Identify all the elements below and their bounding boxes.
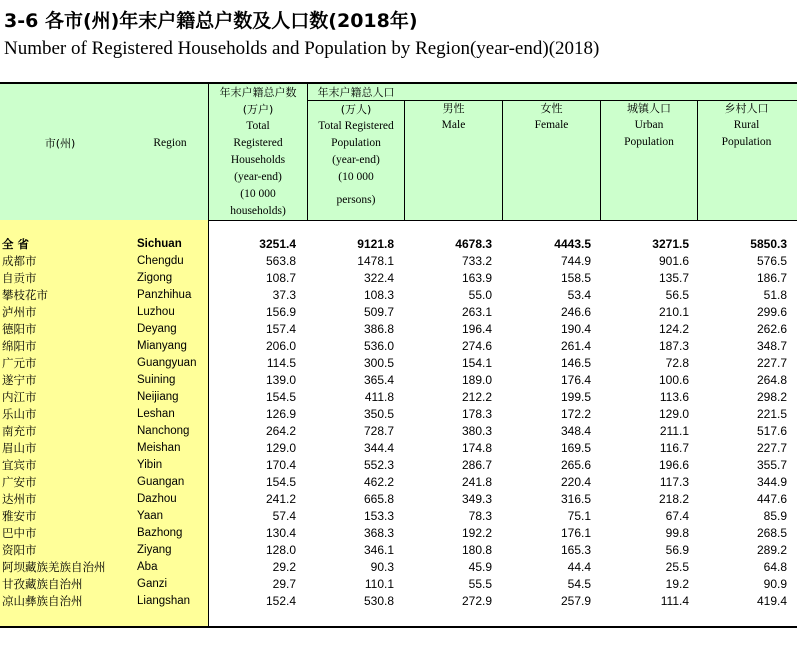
households-cell: 129.0 bbox=[265, 441, 296, 455]
region-name-cn: 泸州市 bbox=[2, 305, 37, 319]
rural-cell: 186.7 bbox=[756, 271, 787, 285]
households-cell: 156.9 bbox=[265, 305, 296, 319]
households-cell: 241.2 bbox=[265, 492, 296, 506]
region-name-en: Yibin bbox=[137, 459, 163, 471]
urban-cell: 100.6 bbox=[658, 373, 689, 387]
region-name-cn: 凉山彝族自治州 bbox=[2, 594, 83, 608]
population-cell: 368.3 bbox=[363, 526, 394, 540]
urban-cell: 901.6 bbox=[658, 254, 689, 268]
region-name-cn: 攀枝花市 bbox=[2, 288, 48, 302]
male-cell: 241.8 bbox=[461, 475, 492, 489]
urban-cell: 196.6 bbox=[658, 458, 689, 472]
header-households-line: (10 000 bbox=[240, 188, 276, 200]
table-row bbox=[0, 440, 797, 457]
households-cell: 264.2 bbox=[265, 424, 296, 438]
urban-cell: 67.4 bbox=[665, 509, 689, 523]
header-households bbox=[209, 84, 307, 220]
rural-cell: 5850.3 bbox=[750, 237, 787, 251]
households-cell: 206.0 bbox=[265, 339, 296, 353]
header-rural bbox=[698, 100, 795, 151]
region-name-en: Dazhou bbox=[137, 493, 177, 505]
table-row bbox=[0, 593, 797, 610]
table-row bbox=[0, 576, 797, 593]
region-name-cn: 阿坝藏族羌族自治州 bbox=[2, 560, 106, 574]
table-row bbox=[0, 525, 797, 542]
population-cell: 346.1 bbox=[363, 543, 394, 557]
header-male bbox=[405, 100, 502, 134]
header-urban-en: Urban bbox=[634, 119, 664, 131]
header-urban-en: Population bbox=[624, 136, 674, 148]
region-name-cn: 绵阳市 bbox=[2, 339, 37, 353]
table-row bbox=[0, 423, 797, 440]
header-population-line: (year-end) bbox=[332, 154, 380, 166]
table-body bbox=[0, 236, 797, 610]
region-name-cn: 成都市 bbox=[2, 254, 37, 268]
female-cell: 199.5 bbox=[560, 390, 591, 404]
region-name-cn: 眉山市 bbox=[2, 441, 37, 455]
female-cell: 176.1 bbox=[560, 526, 591, 540]
table-row bbox=[0, 372, 797, 389]
table-title-en: Number of Registered Households and Population by Region(year-end)(2018) bbox=[4, 38, 600, 59]
households-cell: 29.7 bbox=[272, 577, 296, 591]
region-name-en: Suining bbox=[137, 374, 176, 386]
region-name-cn: 广元市 bbox=[2, 356, 37, 370]
header-households-line: (万户) bbox=[242, 103, 274, 116]
households-cell: 139.0 bbox=[265, 373, 296, 387]
households-cell: 154.5 bbox=[265, 390, 296, 404]
header-population-line: Population bbox=[331, 137, 381, 149]
population-cell: 1478.1 bbox=[357, 254, 394, 268]
header-female-en: Female bbox=[534, 119, 569, 131]
region-name-cn: 南充市 bbox=[2, 424, 37, 438]
region-name-en: Deyang bbox=[137, 323, 177, 335]
households-cell: 29.2 bbox=[272, 560, 296, 574]
female-cell: 316.5 bbox=[560, 492, 591, 506]
female-cell: 169.5 bbox=[560, 441, 591, 455]
population-cell: 300.5 bbox=[363, 356, 394, 370]
table-title-cn: 3-6 各市(州)年末户籍总户数及人口数(2018年) bbox=[4, 10, 418, 32]
region-name-en: Guangan bbox=[137, 476, 185, 488]
population-cell: 386.8 bbox=[363, 322, 394, 336]
region-name-cn: 资阳市 bbox=[2, 543, 37, 557]
population-cell: 509.7 bbox=[363, 305, 394, 319]
region-name-cn: 达州市 bbox=[2, 492, 37, 506]
table-row bbox=[0, 457, 797, 474]
table-row bbox=[0, 542, 797, 559]
male-cell: 154.1 bbox=[461, 356, 492, 370]
population-cell: 90.3 bbox=[370, 560, 394, 574]
urban-cell: 72.8 bbox=[665, 356, 689, 370]
population-cell: 530.8 bbox=[363, 594, 394, 608]
households-cell: 563.8 bbox=[265, 254, 296, 268]
region-name-en: Ziyang bbox=[137, 544, 172, 556]
urban-cell: 113.6 bbox=[659, 390, 689, 404]
region-name-en: Luzhou bbox=[137, 306, 175, 318]
region-name-en: Chengdu bbox=[137, 255, 184, 267]
header-population-line: 年末户籍总人口 bbox=[317, 86, 395, 99]
population-cell: 552.3 bbox=[363, 458, 394, 472]
rural-cell: 355.7 bbox=[756, 458, 787, 472]
header-households-line: Registered bbox=[233, 137, 283, 149]
urban-cell: 129.0 bbox=[658, 407, 689, 421]
female-cell: 261.4 bbox=[560, 339, 591, 353]
urban-cell: 56.9 bbox=[665, 543, 689, 557]
rural-cell: 85.9 bbox=[763, 509, 787, 523]
households-cell: 114.5 bbox=[266, 356, 296, 370]
households-cell: 126.9 bbox=[265, 407, 296, 421]
region-name-cn: 乐山市 bbox=[2, 407, 37, 421]
male-cell: 380.3 bbox=[461, 424, 492, 438]
urban-cell: 211.1 bbox=[659, 424, 689, 438]
female-cell: 176.4 bbox=[560, 373, 591, 387]
households-cell: 57.4 bbox=[272, 509, 296, 523]
table-row bbox=[0, 321, 797, 338]
urban-cell: 99.8 bbox=[665, 526, 689, 540]
rural-cell: 289.2 bbox=[756, 543, 787, 557]
population-cell: 110.1 bbox=[364, 577, 394, 591]
population-cell: 462.2 bbox=[363, 475, 394, 489]
header-population-line: persons) bbox=[336, 194, 376, 206]
rural-cell: 298.2 bbox=[756, 390, 787, 404]
female-cell: 165.3 bbox=[560, 543, 591, 557]
header-rural-en: Rural bbox=[733, 119, 760, 131]
rural-cell: 64.8 bbox=[763, 560, 787, 574]
urban-cell: 187.3 bbox=[658, 339, 689, 353]
region-name-en: Mianyang bbox=[137, 340, 187, 352]
male-cell: 163.9 bbox=[461, 271, 492, 285]
male-cell: 274.6 bbox=[461, 339, 492, 353]
female-cell: 265.6 bbox=[560, 458, 591, 472]
female-cell: 158.5 bbox=[560, 271, 591, 285]
households-cell: 170.4 bbox=[265, 458, 296, 472]
region-name-en: Yaan bbox=[137, 510, 164, 522]
region-name-en: Panzhihua bbox=[137, 289, 192, 301]
female-cell: 257.9 bbox=[560, 594, 591, 608]
table-row bbox=[0, 389, 797, 406]
table-row bbox=[0, 508, 797, 525]
male-cell: 286.7 bbox=[461, 458, 492, 472]
table-row bbox=[0, 338, 797, 355]
region-name-en: Ganzi bbox=[137, 578, 168, 590]
male-cell: 178.3 bbox=[461, 407, 492, 421]
female-cell: 4443.5 bbox=[554, 237, 591, 251]
header-households-line: Total bbox=[246, 120, 270, 132]
region-name-en: Leshan bbox=[137, 408, 175, 420]
population-cell: 365.4 bbox=[363, 373, 394, 387]
header-bg-left bbox=[0, 84, 208, 220]
urban-cell: 56.5 bbox=[665, 288, 689, 302]
region-name-en: Bazhong bbox=[137, 527, 183, 539]
region-name-en: Zigong bbox=[137, 272, 173, 284]
region-name-cn: 雅安市 bbox=[2, 509, 37, 523]
table-row-total bbox=[0, 236, 797, 253]
header-households-line: Households bbox=[230, 154, 286, 166]
urban-cell: 135.7 bbox=[658, 271, 689, 285]
female-cell: 172.2 bbox=[560, 407, 591, 421]
population-cell: 665.8 bbox=[363, 492, 394, 506]
header-city-cn: 市(州) bbox=[44, 137, 76, 150]
male-cell: 212.2 bbox=[461, 390, 492, 404]
table-row bbox=[0, 270, 797, 287]
female-cell: 348.4 bbox=[560, 424, 591, 438]
rural-cell: 447.6 bbox=[756, 492, 787, 506]
rural-cell: 576.5 bbox=[756, 254, 787, 268]
urban-cell: 19.2 bbox=[665, 577, 689, 591]
male-cell: 192.2 bbox=[461, 526, 492, 540]
table-row bbox=[0, 355, 797, 372]
population-cell: 411.8 bbox=[364, 390, 394, 404]
male-cell: 4678.3 bbox=[455, 237, 492, 251]
header-urban-cn: 城镇人口 bbox=[627, 102, 671, 115]
female-cell: 53.4 bbox=[567, 288, 591, 302]
region-name-cn: 甘孜藏族自治州 bbox=[2, 577, 83, 591]
rural-cell: 299.6 bbox=[756, 305, 787, 319]
rural-cell: 227.7 bbox=[756, 356, 787, 370]
female-cell: 44.4 bbox=[567, 560, 591, 574]
rural-cell: 51.8 bbox=[763, 288, 787, 302]
male-cell: 174.8 bbox=[461, 441, 492, 455]
population-cell: 322.4 bbox=[363, 271, 394, 285]
male-cell: 272.9 bbox=[461, 594, 492, 608]
households-cell: 152.4 bbox=[265, 594, 296, 608]
region-name-cn: 内江市 bbox=[2, 390, 37, 404]
rural-cell: 344.9 bbox=[756, 475, 787, 489]
table-row bbox=[0, 559, 797, 576]
region-name-cn: 遂宁市 bbox=[2, 373, 37, 387]
table-row bbox=[0, 253, 797, 270]
female-cell: 54.5 bbox=[567, 577, 591, 591]
urban-cell: 218.2 bbox=[658, 492, 689, 506]
population-cell: 9121.8 bbox=[357, 237, 394, 251]
male-cell: 55.5 bbox=[468, 577, 492, 591]
male-cell: 189.0 bbox=[461, 373, 492, 387]
male-cell: 180.8 bbox=[461, 543, 492, 557]
female-cell: 246.6 bbox=[560, 305, 591, 319]
households-cell: 37.3 bbox=[272, 288, 296, 302]
rural-cell: 262.6 bbox=[756, 322, 787, 336]
urban-cell: 25.5 bbox=[665, 560, 689, 574]
male-cell: 733.2 bbox=[461, 254, 492, 268]
region-name-en: Guangyuan bbox=[137, 357, 197, 369]
header-households-line: households) bbox=[230, 205, 286, 217]
header-male-cn: 男性 bbox=[442, 102, 465, 115]
households-cell: 157.4 bbox=[265, 322, 296, 336]
population-cell: 350.5 bbox=[363, 407, 394, 421]
rural-cell: 227.7 bbox=[756, 441, 787, 455]
rural-cell: 348.7 bbox=[756, 339, 787, 353]
urban-cell: 116.7 bbox=[659, 441, 689, 455]
region-name-en: Neijiang bbox=[137, 391, 179, 403]
households-cell: 3251.4 bbox=[259, 237, 296, 251]
male-cell: 196.4 bbox=[461, 322, 492, 336]
region-name-en: Nanchong bbox=[137, 425, 190, 437]
female-cell: 75.1 bbox=[567, 509, 591, 523]
table-row bbox=[0, 491, 797, 508]
population-cell: 728.7 bbox=[363, 424, 394, 438]
population-cell: 344.4 bbox=[363, 441, 394, 455]
table-bottom-border bbox=[0, 626, 797, 628]
rural-cell: 264.8 bbox=[756, 373, 787, 387]
rural-cell: 90.9 bbox=[763, 577, 787, 591]
header-male-en: Male bbox=[441, 119, 466, 131]
header-female-cn: 女性 bbox=[540, 102, 563, 115]
rural-cell: 517.6 bbox=[756, 424, 787, 438]
rural-cell: 268.5 bbox=[756, 526, 787, 540]
header-population-line: (10 000 bbox=[338, 171, 374, 183]
region-name-cn: 德阳市 bbox=[2, 322, 37, 336]
region-name-en: Meishan bbox=[137, 442, 181, 454]
region-name-cn: 广安市 bbox=[2, 475, 37, 489]
table-row bbox=[0, 304, 797, 321]
table-row bbox=[0, 287, 797, 304]
female-cell: 190.4 bbox=[560, 322, 591, 336]
region-name-en: Aba bbox=[137, 561, 158, 573]
header-urban bbox=[601, 100, 697, 151]
header-population-line: (万人) bbox=[340, 103, 372, 116]
male-cell: 349.3 bbox=[461, 492, 492, 506]
header-rural-en: Population bbox=[721, 136, 772, 148]
households-cell: 154.5 bbox=[265, 475, 296, 489]
male-cell: 263.1 bbox=[461, 305, 492, 319]
region-name-cn: 宜宾市 bbox=[2, 458, 37, 472]
header-female bbox=[503, 100, 600, 134]
region-name-cn: 自贡市 bbox=[2, 271, 37, 285]
region-name-en: Liangshan bbox=[137, 595, 191, 607]
header-households-line: (year-end) bbox=[234, 171, 282, 183]
households-cell: 108.7 bbox=[265, 271, 296, 285]
female-cell: 220.4 bbox=[560, 475, 591, 489]
table-row bbox=[0, 474, 797, 491]
urban-cell: 3271.5 bbox=[652, 237, 689, 251]
male-cell: 45.9 bbox=[468, 560, 492, 574]
population-cell: 108.3 bbox=[363, 288, 394, 302]
header-population bbox=[308, 84, 404, 209]
population-cell: 536.0 bbox=[363, 339, 394, 353]
header-rural-cn: 乡村人口 bbox=[724, 102, 769, 115]
region-name-en: Sichuan bbox=[137, 238, 182, 250]
region-name-cn: 全 省 bbox=[2, 237, 30, 251]
households-cell: 130.4 bbox=[265, 526, 296, 540]
female-cell: 146.5 bbox=[560, 356, 591, 370]
urban-cell: 111.4 bbox=[660, 594, 689, 608]
rural-cell: 419.4 bbox=[756, 594, 787, 608]
header-population-line: Total Registered bbox=[318, 120, 394, 132]
male-cell: 55.0 bbox=[468, 288, 492, 302]
male-cell: 78.3 bbox=[468, 509, 492, 523]
urban-cell: 210.1 bbox=[658, 305, 689, 319]
header-region: Region bbox=[153, 137, 187, 149]
urban-cell: 124.2 bbox=[658, 322, 689, 336]
population-cell: 153.3 bbox=[363, 509, 394, 523]
urban-cell: 117.3 bbox=[659, 475, 689, 489]
table-row bbox=[0, 406, 797, 423]
rural-cell: 221.5 bbox=[756, 407, 787, 421]
region-name-cn: 巴中市 bbox=[2, 526, 37, 540]
header-bottom-rule bbox=[208, 220, 797, 221]
female-cell: 744.9 bbox=[560, 254, 591, 268]
households-cell: 128.0 bbox=[265, 543, 296, 557]
header-households-line: 年末户籍总户数 bbox=[219, 86, 297, 99]
